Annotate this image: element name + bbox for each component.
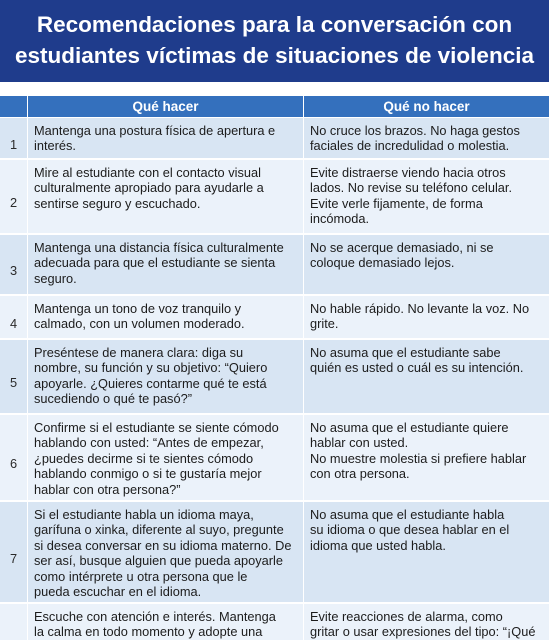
table-row (0, 296, 549, 338)
header-cell-do: Qué hacer (28, 96, 304, 117)
cell-do: Mire al estudiante con el contacto visual culturalmente apropiado para ayudarle a sentirse seguro y escuchado. (28, 160, 304, 233)
header-cell-dont: Qué no hacer (383, 99, 470, 114)
cell-dont: No asuma que el estudiante habla su idioma o que desea hablar en el idioma que usted habla. (310, 507, 510, 553)
table-row (0, 604, 549, 640)
header-cell-number (0, 96, 28, 117)
cell-dont: No asuma que el estudiante sabe quién es usted o cuál es su intención. (310, 345, 524, 376)
row-number: 5 (0, 340, 28, 413)
table-header-row (0, 96, 549, 117)
cell-do: Mantenga una distancia física culturalmente adecuada para que el estudiante se sienta seguro. (28, 235, 304, 294)
row-number: 2 (0, 160, 28, 233)
table-row (0, 415, 549, 500)
cell-do: Escuche con atención e interés. Mantenga la calma en todo momento y adopte una (28, 604, 304, 640)
row-number: 4 (0, 296, 28, 338)
table-row (0, 118, 549, 158)
table-row (0, 502, 549, 602)
row-number: 3 (0, 235, 28, 294)
cell-dont: No asuma que el estudiante quiere hablar con usted. No muestre molestia si prefiere hablar con otra persona. (310, 420, 527, 482)
cell-dont: No se acerque demasiado, ni se coloque demasiado lejos. (310, 240, 494, 271)
cell-dont: Evite reacciones de alarma, como gritar o usar expresiones del tipo: “¡Qué (310, 609, 536, 640)
cell-do: Preséntese de manera clara: diga su nombre, su función y su objetivo: “Quiero apoyarle. ¿Quieres contarme qué te está sucediendo o qué te pasó?” (28, 340, 304, 413)
recommendations-table (0, 96, 549, 640)
table-row (0, 235, 549, 294)
row-number: 7 (0, 502, 28, 602)
title-banner (0, 0, 549, 82)
cell-do: Si el estudiante habla un idioma maya, garífuna o xinka, diferente al suyo, pregunte si desea conversar en su idioma materno. De ser así, busque alguien que pueda apoyarle como intérprete u otra persona que le pueda escuchar en el idioma. (28, 502, 304, 602)
row-number (0, 604, 28, 640)
cell-do: Mantenga una postura física de apertura e interés. (28, 118, 304, 158)
cell-dont: No hable rápido. No levante la voz. No grite. (310, 301, 530, 332)
table-row (0, 160, 549, 233)
cell-dont: Evite distraerse viendo hacia otros lados. No revise su teléfono celular. Evite verle fijamente, de forma incómoda. (310, 165, 513, 227)
cell-do: Mantenga un tono de voz tranquilo y calmado, con un volumen moderado. (28, 296, 304, 338)
cell-do: Confirme si el estudiante se siente cómodo hablando con usted: “Antes de empezar, ¿puedes decirme si te sientes cómodo hablando conmigo o si te gustaría mejor hablar con otra persona?” (28, 415, 304, 500)
row-number: 1 (0, 118, 28, 158)
row-number: 6 (0, 415, 28, 500)
cell-dont: No cruce los brazos. No haga gestos faciales de incredulidad o molestia. (310, 123, 520, 154)
page-title-line-2: estudiantes víctimas de situaciones de violencia (15, 43, 534, 68)
table-row (0, 340, 549, 413)
page-title-line-1: Recomendaciones para la conversación con (36, 12, 513, 37)
